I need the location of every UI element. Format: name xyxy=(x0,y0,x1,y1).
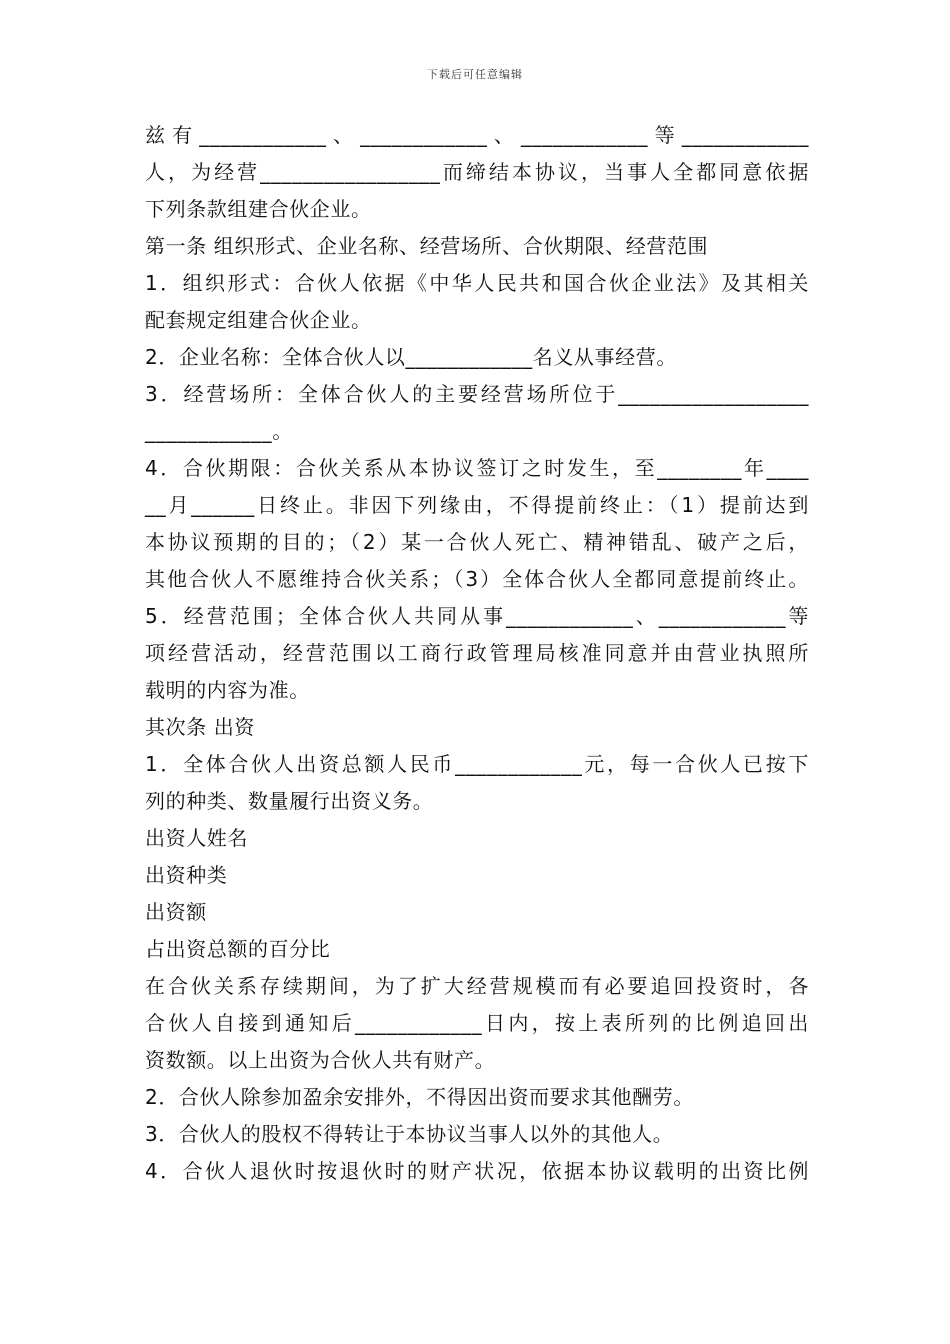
document-line: 第一条 组织形式、企业名称、经营场所、合伙期限、经营范围 xyxy=(145,234,709,258)
document-line: 4．合伙期限：合伙关系从本协议签订之时发生，至________年____ xyxy=(145,456,809,480)
document-line: 1．全体合伙人出资总额人民币____________元，每一合伙人已按下 xyxy=(145,752,809,776)
document-line: 3．合伙人的股权不得转让于本协议当事人以外的其他人。 xyxy=(145,1122,674,1146)
document-line: __月______日终止。非因下列缘由，不得提前终止：（1）提前达到 xyxy=(145,493,809,517)
document-body xyxy=(145,117,809,1190)
document-line: 资数额。以上出资为合伙人共有财产。 xyxy=(145,1048,496,1072)
document-line: 合伙人自接到通知后____________日内，按上表所列的比例追回出 xyxy=(145,1011,809,1035)
document-line: 占出资总额的百分比 xyxy=(145,937,331,961)
document-line: 出资种类 xyxy=(145,863,228,887)
document-line: 5．经营范围；全体合伙人共同从事____________、____________等 xyxy=(145,604,809,628)
document-line: 下列条款组建合伙企业。 xyxy=(145,197,372,221)
document-line: 出资额 xyxy=(145,900,207,924)
document-line: 3．经营场所：全体合伙人的主要经营场所位于__________________ xyxy=(145,382,809,406)
document-line: 1．组织形式：合伙人依据《中华人民共和国合伙企业法》及其相关 xyxy=(145,271,809,295)
document-line: ____________。 xyxy=(145,419,293,443)
document-line: 其次条 出资 xyxy=(145,715,255,739)
document-line: 列的种类、数量履行出资义务。 xyxy=(145,789,434,813)
document-line: 配套规定组建合伙企业。 xyxy=(145,308,372,332)
document-line: 项经营活动，经营范围以工商行政管理局核准同意并由营业执照所 xyxy=(145,641,809,665)
document-line: 在合伙关系存续期间，为了扩大经营规模而有必要追回投资时，各 xyxy=(145,974,809,998)
document-line: 4．合伙人退伙时按退伙时的财产状况，依据本协议载明的出资比例 xyxy=(145,1159,809,1183)
document-line: 其他合伙人不愿维持合伙关系；（3）全体合伙人全都同意提前终止。 xyxy=(145,567,809,591)
page-header-note: 下载后可任意编辑 xyxy=(427,68,523,81)
document-line: 2．企业名称：全体合伙人以____________名义从事经营。 xyxy=(145,345,677,369)
document-line: 2．合伙人除参加盈余安排外，不得因出资而要求其他酬劳。 xyxy=(145,1085,694,1109)
document-line: 兹有____________、____________、____________等____________ xyxy=(145,123,809,147)
document-line: 本协议预期的目的；（2）某一合伙人死亡、精神错乱、破产之后， xyxy=(145,530,809,554)
document-line: 载明的内容为准。 xyxy=(145,678,310,702)
document-line: 人，为经营_________________而缔结本协议，当事人全都同意依据 xyxy=(145,160,809,184)
document-line: 出资人姓名 xyxy=(145,826,248,850)
